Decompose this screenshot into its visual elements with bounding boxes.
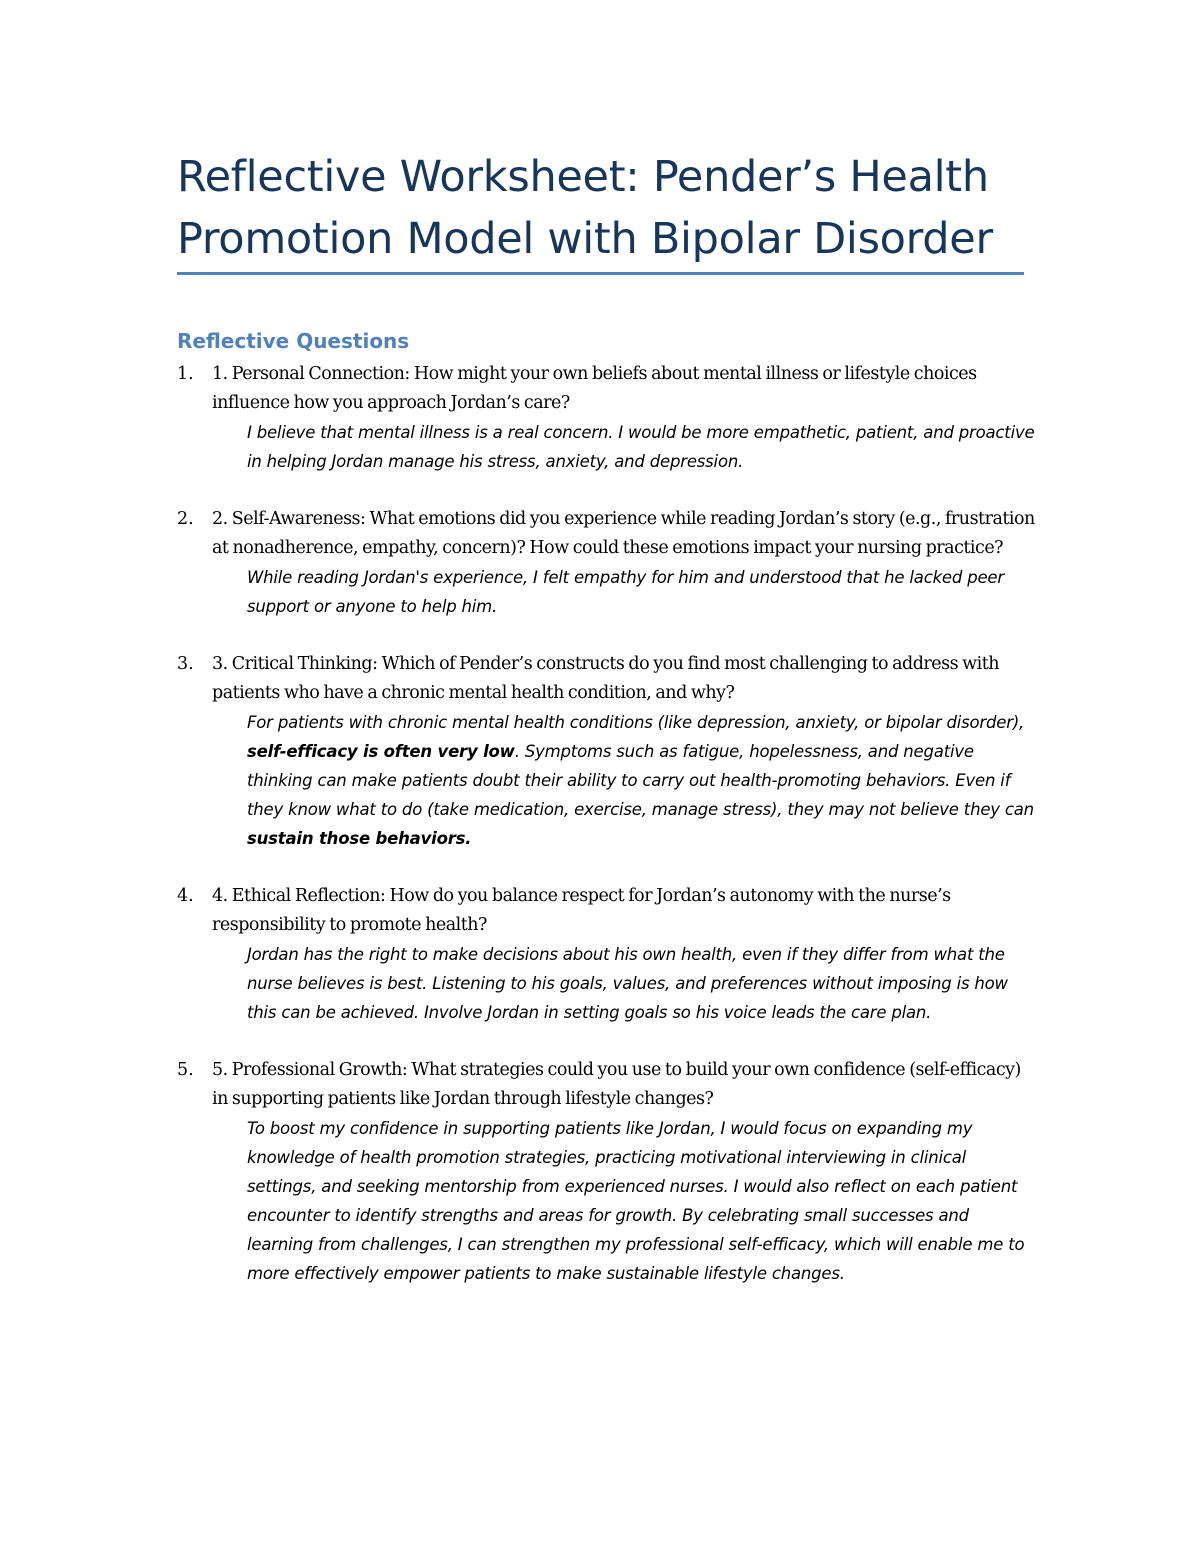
question-number: 1.	[177, 364, 194, 384]
question-number: 3.	[177, 654, 194, 674]
question-text: 4. Ethical Reflection: How do you balance respect for Jordan’s autonomy with the nurse’s responsibility to promote health?	[212, 886, 951, 935]
answer-text: Jordan has the right to make decisions about his own health, even if they differ from what the nurse believes is best. Listening to his goals, values, and preferences without imposing is how this can be achieved. Involve Jordan in setting goals so his voice leads the care plan.	[247, 945, 1008, 1022]
question-item-2	[177, 505, 1037, 621]
answer-text: While reading Jordan's experience, I felt empathy for him and understood that he lacked peer support or anyone to help him.	[247, 568, 1004, 616]
question-item-4	[177, 882, 1037, 1027]
question-number: 2.	[177, 509, 194, 529]
question-number: 4.	[177, 886, 194, 906]
answer-emphasis: sustain those behaviors.	[247, 829, 472, 848]
title-underline-rule	[177, 272, 1024, 275]
title-line-2: Promotion Model with Bipolar Disorder	[177, 214, 993, 264]
answer-segment: . Symptoms such as fatigue, hopelessness, and negative thinking can make patients doubt their ability to carry out health-promoting behaviors. Even if they know what to do (take medication, exercise, manage stress), they may not believe they can	[247, 742, 1034, 819]
questions-list	[177, 360, 1037, 1288]
question-text: 1. Personal Connection: How might your own beliefs about mental illness or lifestyle choices influence how you approach Jordan’s care?	[212, 364, 977, 413]
question-number: 5.	[177, 1060, 194, 1080]
question-item-5	[177, 1056, 1037, 1288]
section-heading: Reflective Questions	[177, 329, 410, 353]
answer-emphasis: self-efficacy is often very low	[247, 742, 515, 761]
title-line-1: Reflective Worksheet: Pender’s Health	[177, 152, 989, 202]
question-text: 2. Self-Awareness: What emotions did you experience while reading Jordan’s story (e.g., frustration at nonadherence, empathy, concern)? How could these emotions impact your nursing practice?	[212, 509, 1035, 558]
answer-text: I believe that mental illness is a real concern. I would be more empathetic, patient, and proactive in helping Jordan manage his stress, anxiety, and depression.	[247, 423, 1035, 471]
question-item-1	[177, 360, 1037, 476]
answer-text	[247, 708, 1037, 853]
question-item-3	[177, 650, 1037, 853]
question-text: 3. Critical Thinking: Which of Pender’s constructs do you find most challenging to address with patients who have a chronic mental health condition, and why?	[212, 654, 1000, 703]
document-title	[177, 146, 1037, 270]
question-text: 5. Professional Growth: What strategies could you use to build your own confidence (self-efficacy) in supporting patients like Jordan through lifestyle changes?	[212, 1060, 1021, 1109]
answer-segment: For patients with chronic mental health conditions (like depression, anxiety, or bipolar disorder),	[247, 713, 1025, 732]
answer-text: To boost my confidence in supporting patients like Jordan, I would focus on expanding my knowledge of health promotion strategies, practicing motivational interviewing in clinical settings, and seeking mentorship from experienced nurses. I would also reflect on each patient encounter to identify strengths and areas for growth. By celebrating small successes and learning from challenges, I can strengthen my professional self-efficacy, which will enable me to more effectively empower patients to make sustainable lifestyle changes.	[247, 1119, 1025, 1283]
